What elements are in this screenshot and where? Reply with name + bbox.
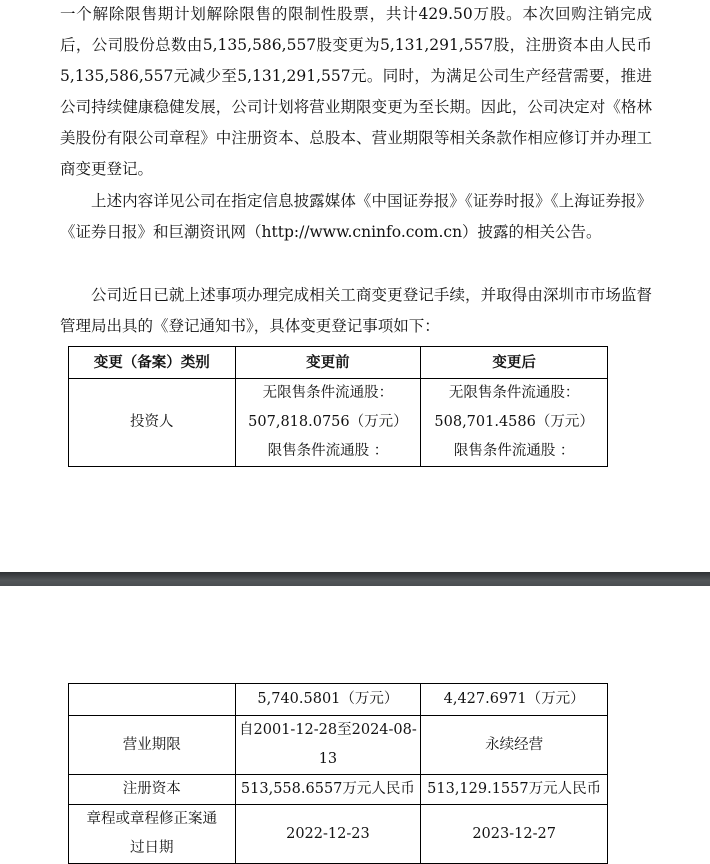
- change-table-bottom: [68, 683, 608, 864]
- table-row: [69, 684, 608, 716]
- row-after: 513,129.1557万元人民币: [421, 775, 608, 805]
- after-line: 限售条件流通股 ：: [453, 443, 575, 459]
- row-after: 2023-12-27: [421, 805, 608, 864]
- before-line: 限售条件流通股 ：: [267, 443, 389, 459]
- header-after: 变更后: [421, 347, 608, 379]
- paragraph-2: 上述内容详见公司在指定信息披露媒体《中国证券报》《证券时报》《上海证券报》《证券日报》和巨潮资讯网（http://www.cninfo.com.cn）披露的相关公告。: [60, 192, 652, 241]
- paragraph-1: 一个解除限售期计划解除限售的限制性股票，共计429.50万股。本次回购注销完成后，公司股份总数由5,135,586,557股变更为5,131,291,557股，注册资本由人民币5,135,586,557元减少至5,131,291,557元。同时，为满足公司生产经营需要，推进公司持续健康稳健发展，公司计划将营业期限变更为至长期。因此，公司决定对《格林美股份有限公司章程》中注册资本、总股本、营业期限等相关条款作相应修订并办理工商变更登记。: [60, 5, 652, 178]
- row-after: 4,427.6971（万元）: [421, 684, 608, 716]
- table-row: [69, 716, 608, 775]
- row-category: [69, 684, 236, 716]
- before-line: 无限售条件流通股：: [262, 385, 394, 401]
- row-category: 投资人: [69, 379, 236, 467]
- row-before: 513,558.6557万元人民币: [235, 775, 421, 805]
- change-table-top: [68, 346, 608, 467]
- page-separator: [0, 572, 710, 586]
- header-before: 变更前: [235, 347, 421, 379]
- row-before: 5,740.5801（万元）: [235, 684, 421, 716]
- row-before: 自2001-12-28至2024-08-13: [235, 716, 421, 775]
- row-category: 章程或章程修正案通过日期: [69, 805, 236, 864]
- row-after: [421, 379, 608, 467]
- before-line: 507,818.0756（万元）: [248, 414, 408, 430]
- row-category: 营业期限: [69, 716, 236, 775]
- row-before: 2022-12-23: [235, 805, 421, 864]
- after-line: 无限售条件流通股：: [448, 385, 580, 401]
- paragraph-3: 公司近日已就上述事项办理完成相关工商变更登记手续，并取得由深圳市市场监督管理局出具的《登记通知书》，具体变更登记事项如下：: [60, 286, 652, 335]
- header-category: 变更（备案）类别: [69, 347, 236, 379]
- row-category: 注册资本: [69, 775, 236, 805]
- table-row: [69, 775, 608, 805]
- after-line: 508,701.4586（万元）: [434, 414, 594, 430]
- row-before: [235, 379, 421, 467]
- table-row: [69, 805, 608, 864]
- row-after: 永续经营: [421, 716, 608, 775]
